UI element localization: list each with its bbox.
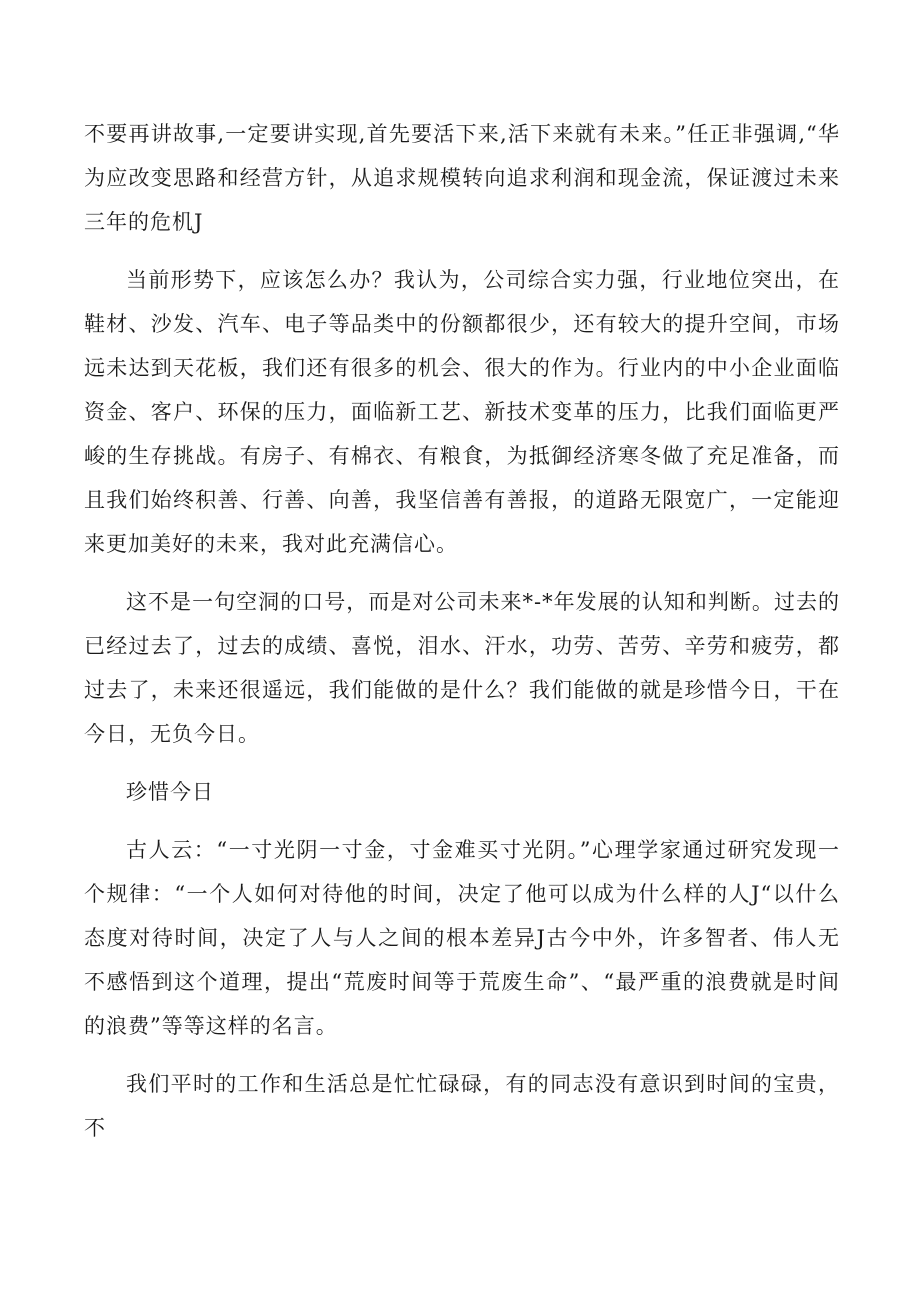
document-body: [84, 112, 840, 1164]
paragraph-ancient-saying: 古人云：“一寸光阴一寸金，寸金难买寸光阴。”心理学家通过研究发现一个规律：“一个人如何对待他的时间，决定了他可以成为什么样的人J“以什么态度对待时间，决定了人与人之间的根本差异J古今中外，许多智者、伟人无不感悟到这个道理，提出“荒废时间等于荒废生命”、“最严重的浪费就是时间的浪费”等等这样的名言。: [84, 838, 840, 1038]
paragraph-current-situation: 当前形势下，应该怎么办？我认为，公司综合实力强，行业地位突出，在鞋材、沙发、汽车、电子等品类中的份额都很少，还有较大的提升空间，市场远未达到天花板，我们还有很多的机会、很大的作为。行业内的中小企业面临资金、客户、环保的压力，面临新工艺、新技术变革的压力，比我们面临更严峻的生存挑战。有房子、有棉衣、有粮食，为抵御经济寒冬做了充足准备，而且我们始终积善、行善、向善，我坚信善有善报，的道路无限宽广，一定能迎来更加美好的未来，我对此充满信心。: [84, 268, 840, 556]
paragraph-not-slogan: 这不是一句空洞的口号，而是对公司未来*-*年发展的认知和判断。过去的已经过去了，过去的成绩、喜悦，泪水、汗水，功劳、苦劳、辛劳和疲劳，都过去了，未来还很遥远，我们能做的是什么？我们能做的就是珍惜今日，干在今日，无负今日。: [84, 590, 840, 746]
section-heading: 珍惜今日: [126, 780, 214, 804]
paragraph-continued: 不要再讲故事,一定要讲实现,首先要活下来,活下来就有未来。”任正非强调,“华为应改变思路和经营方针，从追求规模转向追求利润和现金流，保证渡过未来三年的危机J: [84, 122, 840, 234]
paragraph-daily-work: 我们平时的工作和生活总是忙忙碌碌，有的同志没有意识到时间的宝贵，不: [84, 1072, 840, 1140]
